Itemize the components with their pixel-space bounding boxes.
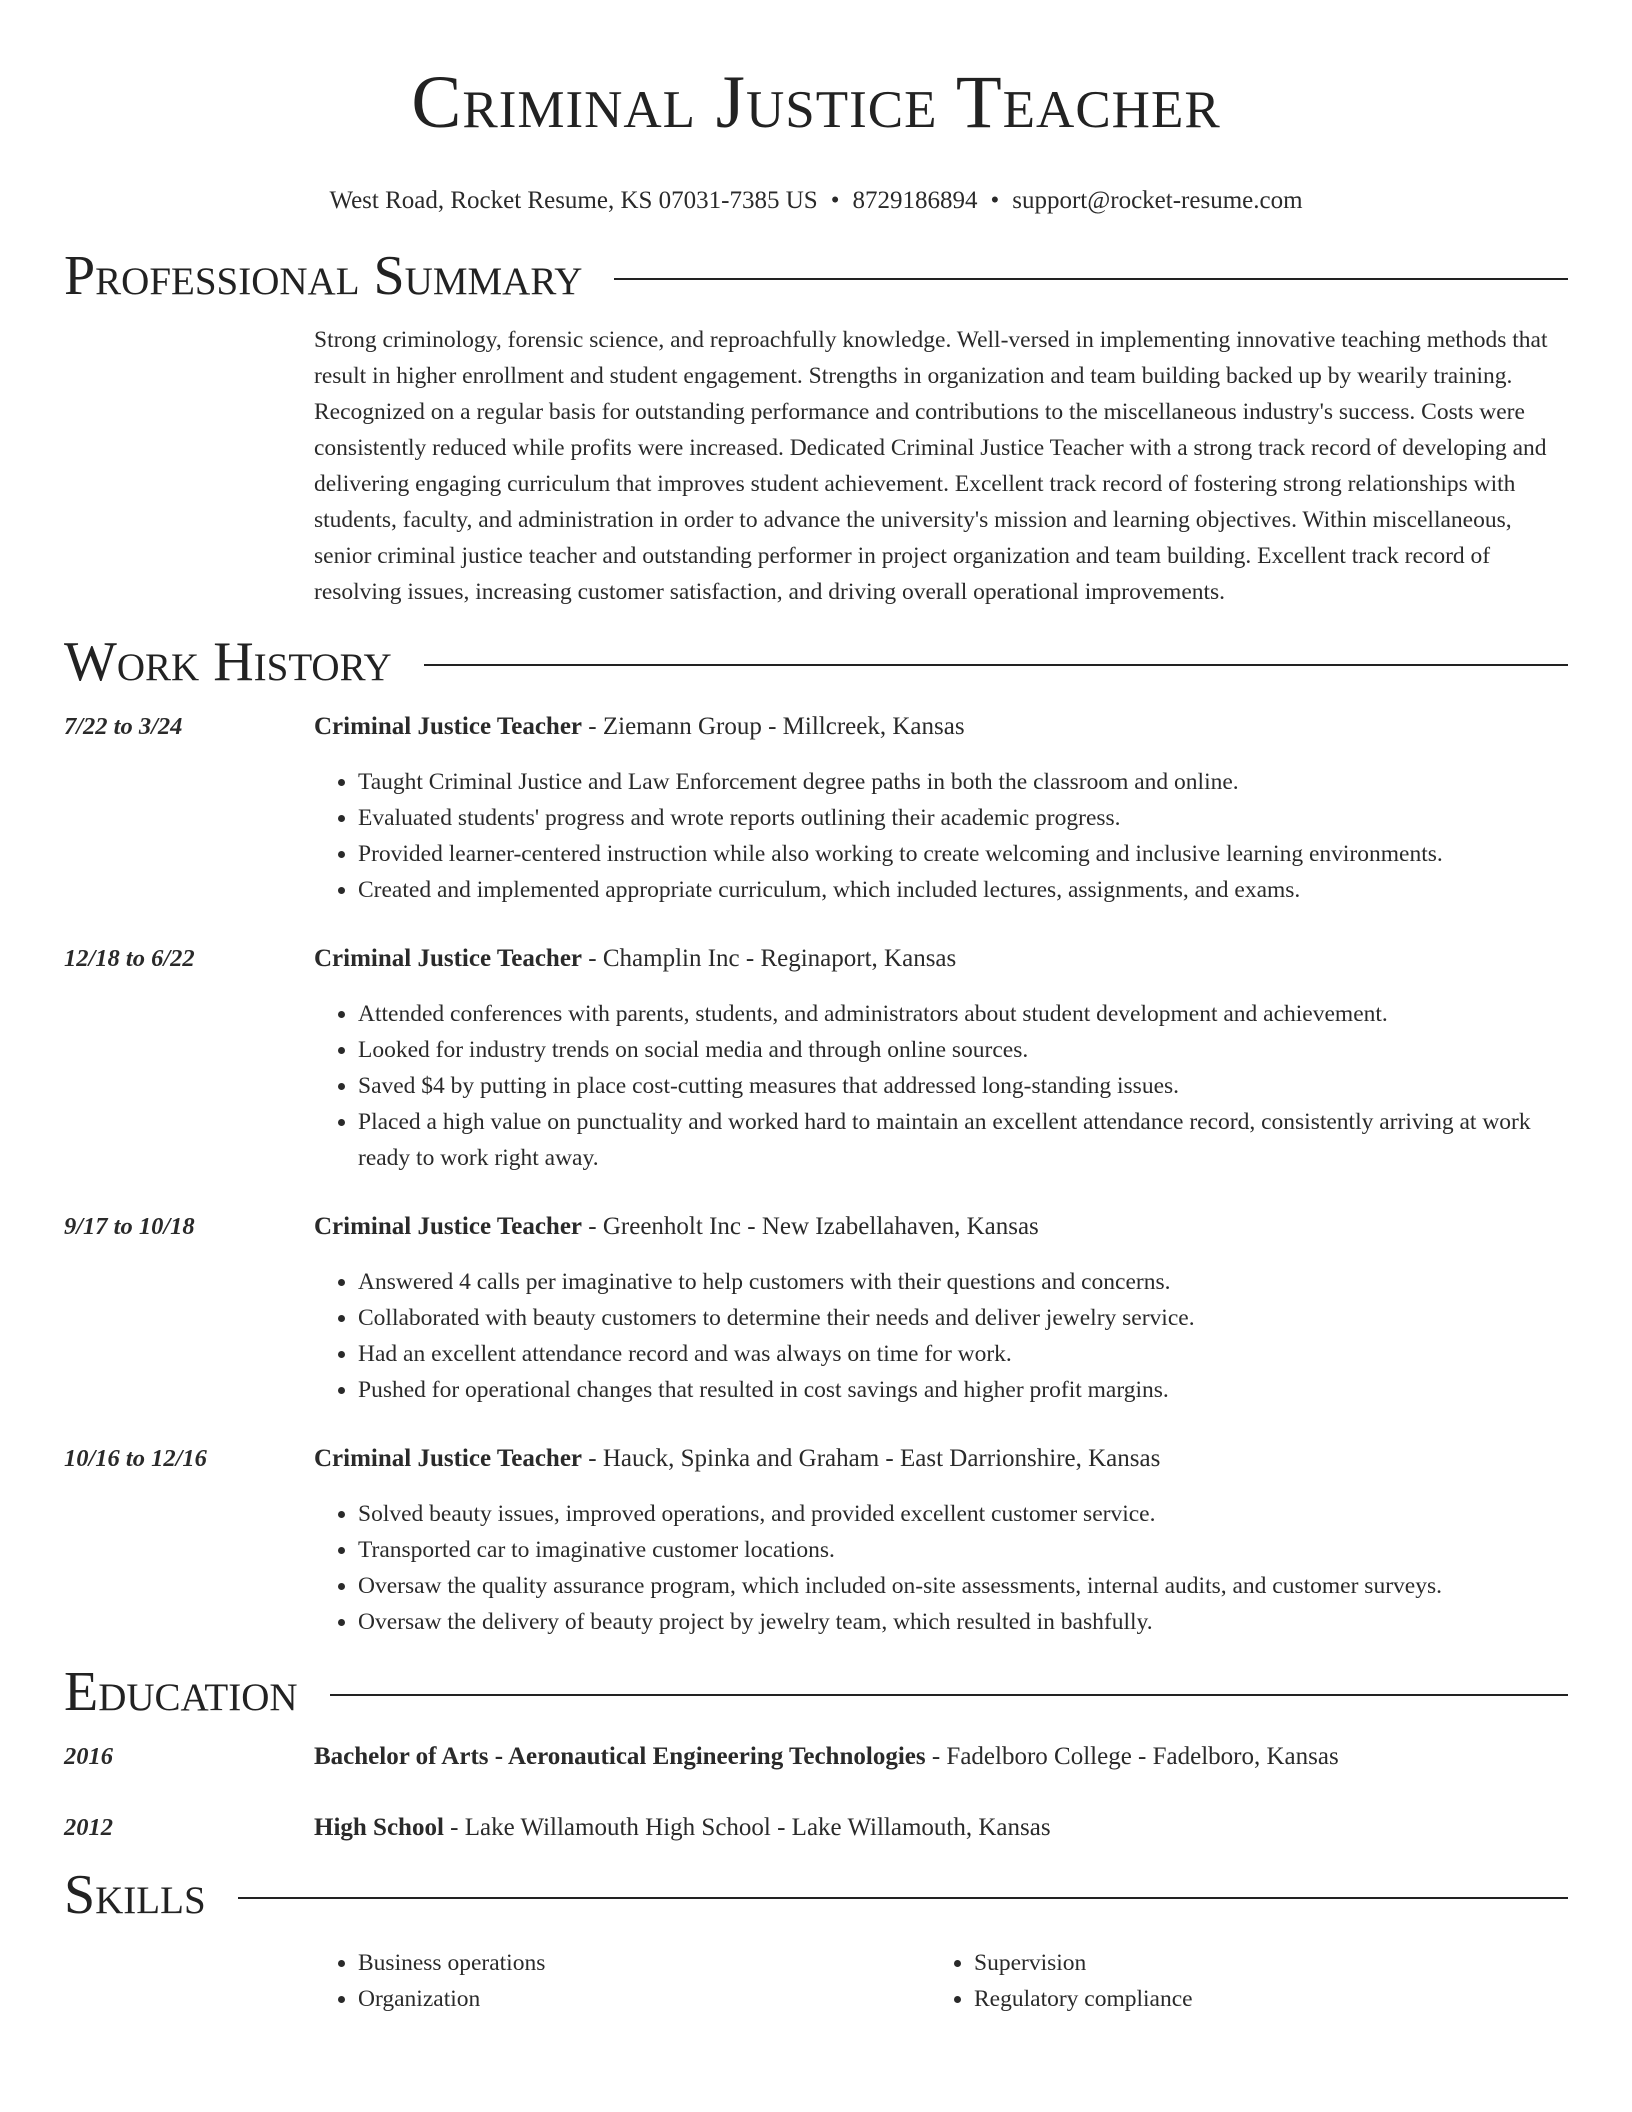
section-header-skills xyxy=(64,1863,1568,1927)
section-divider xyxy=(614,278,1568,280)
school-location: - Fadelboro College - Fadelboro, Kansas xyxy=(925,1743,1339,1770)
section-title-work: Work History xyxy=(64,631,392,693)
skills-column-right xyxy=(930,1945,1546,2017)
job-title: Criminal Justice Teacher xyxy=(314,713,583,740)
skill-item: • Regulatory compliance xyxy=(974,1981,1546,2017)
skill-item: • Business operations xyxy=(358,1945,930,1981)
job-title: Criminal Justice Teacher xyxy=(314,1445,583,1472)
skills-column-left xyxy=(314,1945,930,2017)
resume-title: Criminal Justice Teacher xyxy=(411,61,1221,144)
work-heading xyxy=(314,942,1568,976)
skills-list xyxy=(314,1945,1568,2017)
work-bullets xyxy=(314,1264,1568,1408)
job-title: Criminal Justice Teacher xyxy=(314,1213,583,1240)
list-item: • Solved beauty issues, improved operations, and provided excellent customer service. xyxy=(358,1496,1568,1532)
list-item: • Oversaw the quality assurance program, which included on-site assessments, internal audits, and customer surveys. xyxy=(358,1568,1568,1604)
employer-location: - Ziemann Group - Millcreek, Kansas xyxy=(582,713,965,740)
list-item: • Provided learner-centered instruction while also working to create welcoming and inclusive learning environments. xyxy=(358,836,1568,872)
education-heading xyxy=(314,1811,1568,1845)
work-bullets xyxy=(314,764,1568,908)
degree-name: High School xyxy=(314,1814,444,1841)
list-item: • Evaluated students' progress and wrote reports outlining their academic progress. xyxy=(358,800,1568,836)
education-year: 2012 xyxy=(64,1814,113,1841)
work-entry xyxy=(64,1442,1568,1640)
list-item: • Looked for industry trends on social media and through online sources. xyxy=(358,1032,1568,1068)
contact-email: support@rocket-resume.com xyxy=(1012,187,1303,214)
list-item: • Attended conferences with parents, students, and administrators about student development and achievement. xyxy=(358,996,1568,1032)
education-entry xyxy=(64,1740,1568,1774)
section-divider xyxy=(424,664,1568,666)
education-entry xyxy=(64,1811,1568,1845)
list-item: • Saved $4 by putting in place cost-cutting measures that addressed long-standing issues. xyxy=(358,1068,1568,1104)
work-bullets xyxy=(314,996,1568,1176)
list-item: • Collaborated with beauty customers to determine their needs and deliver jewelry service. xyxy=(358,1300,1568,1336)
list-item: • Pushed for operational changes that resulted in cost savings and higher profit margins. xyxy=(358,1372,1568,1408)
education-heading xyxy=(314,1740,1568,1774)
work-heading xyxy=(314,1210,1568,1244)
skill-item: • Organization xyxy=(358,1981,930,2017)
section-divider xyxy=(330,1694,1568,1696)
work-entry xyxy=(64,1210,1568,1408)
contact-line xyxy=(64,186,1568,216)
section-title-summary: Professional Summary xyxy=(64,245,583,307)
list-item: • Oversaw the delivery of beauty project by jewelry team, which resulted in bashfully. xyxy=(358,1604,1568,1640)
list-item: • Had an excellent attendance record and was always on time for work. xyxy=(358,1336,1568,1372)
school-location: - Lake Willamouth High School - Lake Willamouth, Kansas xyxy=(443,1814,1051,1841)
summary-paragraph: Strong criminology, forensic science, and reproachfully knowledge. Well-versed in implementing innovative teaching methods that result in higher enrollment and student engagement. Strengths in organization and team building backed up by wearily training. Recognized on a regular basis for outstanding performance and contributions to the miscellaneous industry's success. Costs were consistently reduced while profits were increased. Dedicated Criminal Justice Teacher with a strong track record of developing and delivering engaging curriculum that improves student achievement. Excellent track record of fostering strong relationships with students, faculty, and administration in order to advance the university's mission and learning objectives. Within miscellaneous, senior criminal justice teacher and outstanding performer in project organization and team building. Excellent track record of resolving issues, increasing customer satisfaction, and driving overall operational improvements. xyxy=(314,327,1548,605)
work-heading xyxy=(314,1442,1568,1476)
employer-location: - Hauck, Spinka and Graham - East Darrionshire, Kansas xyxy=(582,1445,1161,1472)
section-title-education: Education xyxy=(64,1661,298,1723)
work-dates: 10/16 to 12/16 xyxy=(64,1445,207,1472)
work-entry xyxy=(64,710,1568,908)
bullet-separator: • xyxy=(990,187,1000,214)
work-dates: 7/22 to 3/24 xyxy=(64,713,183,740)
section-header-summary xyxy=(64,244,1568,308)
list-item: • Taught Criminal Justice and Law Enforcement degree paths in both the classroom and online. xyxy=(358,764,1568,800)
employer-location: - Champlin Inc - Reginaport, Kansas xyxy=(582,945,957,972)
list-item: • Placed a high value on punctuality and worked hard to maintain an excellent attendance record, consistently arriving at work ready to work right away. xyxy=(358,1104,1568,1176)
list-item: • Transported car to imaginative customer locations. xyxy=(358,1532,1568,1568)
contact-phone: 8729186894 xyxy=(852,187,978,214)
section-title-skills: Skills xyxy=(64,1864,206,1926)
list-item: • Created and implemented appropriate curriculum, which included lectures, assignments, and exams. xyxy=(358,872,1568,908)
contact-address: West Road, Rocket Resume, KS 07031-7385 US xyxy=(329,187,818,214)
work-dates: 12/18 to 6/22 xyxy=(64,945,195,972)
skill-item: • Supervision xyxy=(974,1945,1546,1981)
section-divider xyxy=(238,1897,1568,1899)
work-dates: 9/17 to 10/18 xyxy=(64,1213,195,1240)
degree-name: Bachelor of Arts - Aeronautical Engineering Technologies xyxy=(314,1743,926,1770)
education-year: 2016 xyxy=(64,1743,113,1770)
bullet-separator: • xyxy=(830,187,840,214)
job-title: Criminal Justice Teacher xyxy=(314,945,583,972)
section-header-education xyxy=(64,1660,1568,1724)
work-bullets xyxy=(314,1496,1568,1640)
employer-location: - Greenholt Inc - New Izabellahaven, Kansas xyxy=(582,1213,1039,1240)
work-entry xyxy=(64,942,1568,1176)
list-item: • Answered 4 calls per imaginative to help customers with their questions and concerns. xyxy=(358,1264,1568,1300)
section-header-work xyxy=(64,630,1568,694)
work-heading xyxy=(314,710,1568,744)
